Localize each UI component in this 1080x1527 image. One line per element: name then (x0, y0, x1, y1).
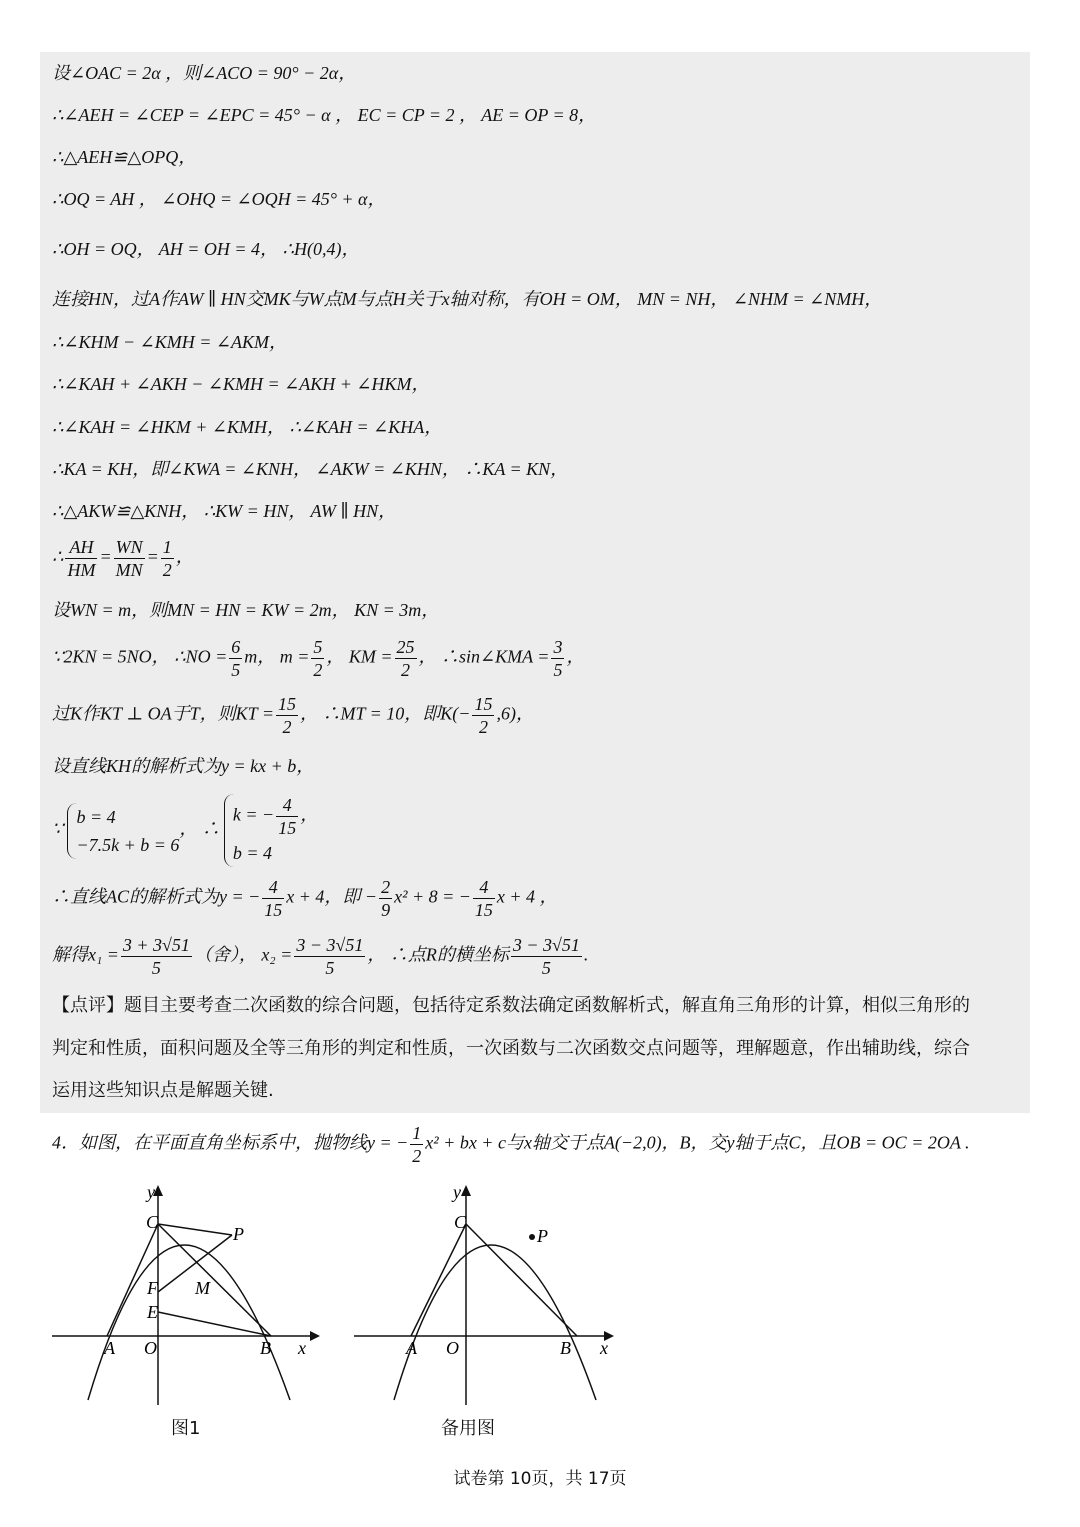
label-P: P (537, 1226, 548, 1246)
figure-2-caption: 备用图 (441, 1418, 495, 1439)
solution-line-1: 设∠OAC = 2α ，则∠ACO = 90° − 2α， (52, 63, 357, 83)
solution-line-6: 连接HN，过A作AW ∥ HN交MK与W点M与点H关于x轴对称，有OH = OM， MN = NH， ∠NHM = ∠NMH， (52, 289, 883, 309)
label-B: B (560, 1338, 571, 1358)
y-axis-arrow (461, 1185, 471, 1196)
figure-2 (342, 1180, 632, 1415)
label-M: M (195, 1278, 210, 1298)
label-O: O (144, 1338, 157, 1358)
parabola (394, 1245, 596, 1400)
label-P: P (233, 1224, 244, 1244)
solution-line-4: ∴OQ = AH ， ∠OHQ = ∠OQH = 45° + α， (52, 189, 386, 209)
figure-1 (40, 1180, 330, 1415)
segment-CP (158, 1224, 232, 1235)
label-O: O (446, 1338, 459, 1358)
question-4: 4．如图，在平面直角坐标系中，抛物线y = − $\frac{1}{2}$ x² + bx + c与x轴交于点A(−2,0)，B，交y轴于点C，且OB = OC = 2OA . (52, 1123, 970, 1166)
segment-CB (158, 1224, 271, 1336)
label-y: y (453, 1182, 461, 1202)
label-x: x (298, 1338, 306, 1358)
label-E: E (147, 1302, 158, 1322)
page-footer: 试卷第 10页，共 17页 (453, 1469, 627, 1489)
point-P (529, 1234, 535, 1240)
solution-line-10: ∴KA = KH，即∠KWA = ∠KNH， ∠AKW = ∠KHN， ∴KA = KN， (52, 459, 569, 479)
segment-AC (411, 1224, 466, 1336)
figure-1-caption: 图1 (171, 1418, 201, 1439)
solution-line-3: ∴△AEH≌△OPQ， (52, 147, 197, 167)
comment-line-3: 运用这些知识点是解题关键. (52, 1080, 274, 1101)
solution-line-19: 解得x₁ = $\frac{3 + 3√51}{5}$ （舍）， x₂ = $\frac{3 - 3√51}{5}$ ， ∴点R的横坐标 $\frac{3 - 3√51}{5}$ . (52, 935, 589, 978)
solution-line-8: ∴∠KAH + ∠AKH − ∠KMH = ∠AKH + ∠HKM， (52, 374, 430, 394)
system-brace-1: b = 4 −7.5k + b = 6 (67, 803, 179, 859)
solution-line-9: ∴∠KAH = ∠HKM + ∠KMH， ∴∠KAH = ∠KHA， (52, 417, 443, 437)
label-A: A (104, 1338, 115, 1358)
solution-line-18: ∴直线AC的解析式为y = − $\frac{4}{15}$ x + 4，即 − $\frac{2}{9}$ x² + 8 = − $\frac{4}{15}$ x + 4 ， (52, 877, 558, 920)
label-C: C (454, 1212, 467, 1232)
system-brace-2: k = − $\frac{4}{15}$ ， b = 4 (224, 794, 318, 867)
label-F: F (147, 1278, 158, 1298)
solution-line-14: ∵2KN = 5NO， ∴NO = $\frac{6}{5}$ m， m = $\frac{5}{2}$ ， KM = $\frac{25}{2}$ ， ∴sin∠KMA = $\frac{3}{5}$ ， (52, 637, 585, 680)
solution-line-5: ∴OH = OQ， AH = OH = 4， ∴H(0,4)， (52, 239, 360, 259)
label-y: y (147, 1182, 155, 1202)
solution-line-7: ∴∠KHM − ∠KMH = ∠AKM， (52, 332, 287, 352)
label-x: x (600, 1338, 608, 1358)
comment-line-1: 【点评】题目主要考查二次函数的综合问题，包括待定系数法确定函数解析式，解直角三角形的计算，相似三角形的 (52, 995, 970, 1016)
x-axis-arrow (310, 1331, 320, 1341)
solution-line-11: ∴△AKW≌△KNH， ∴KW = HN， AW ∥ HN， (52, 501, 397, 521)
solution-line-16: 设直线KH的解析式为y = kx + b， (52, 756, 315, 776)
solution-line-13: 设WN = m，则MN = HN = KW = 2m， KN = 3m， (52, 600, 440, 620)
comment-line-2: 判定和性质，面积问题及全等三角形的判定和性质，一次函数与二次函数交点问题等，理解题意，作出辅助线，综合 (52, 1038, 970, 1059)
solution-line-15: 过K作KT ⊥ OA于T，则KT = $\frac{15}{2}$ ， ∴MT = 10，即K(− $\frac{15}{2}$ ,6)， (52, 694, 534, 737)
label-C: C (146, 1212, 159, 1232)
label-B: B (260, 1338, 271, 1358)
segment-CB (466, 1224, 577, 1336)
solution-line-17: ∵ b = 4 −7.5k + b = 6 ， ∴ k = − $\frac{4}{15}$ ， b = 4 (52, 794, 318, 867)
solution-line-2: ∴∠AEH = ∠CEP = ∠EPC = 45° − α ， EC = CP = 2 ， AE = OP = 8， (52, 105, 597, 125)
solution-line-12: ∴ $\frac{AH}{HM}$ = $\frac{WN}{MN}$ = $\frac{1}{2}$ ， (52, 537, 194, 580)
label-A: A (406, 1338, 417, 1358)
